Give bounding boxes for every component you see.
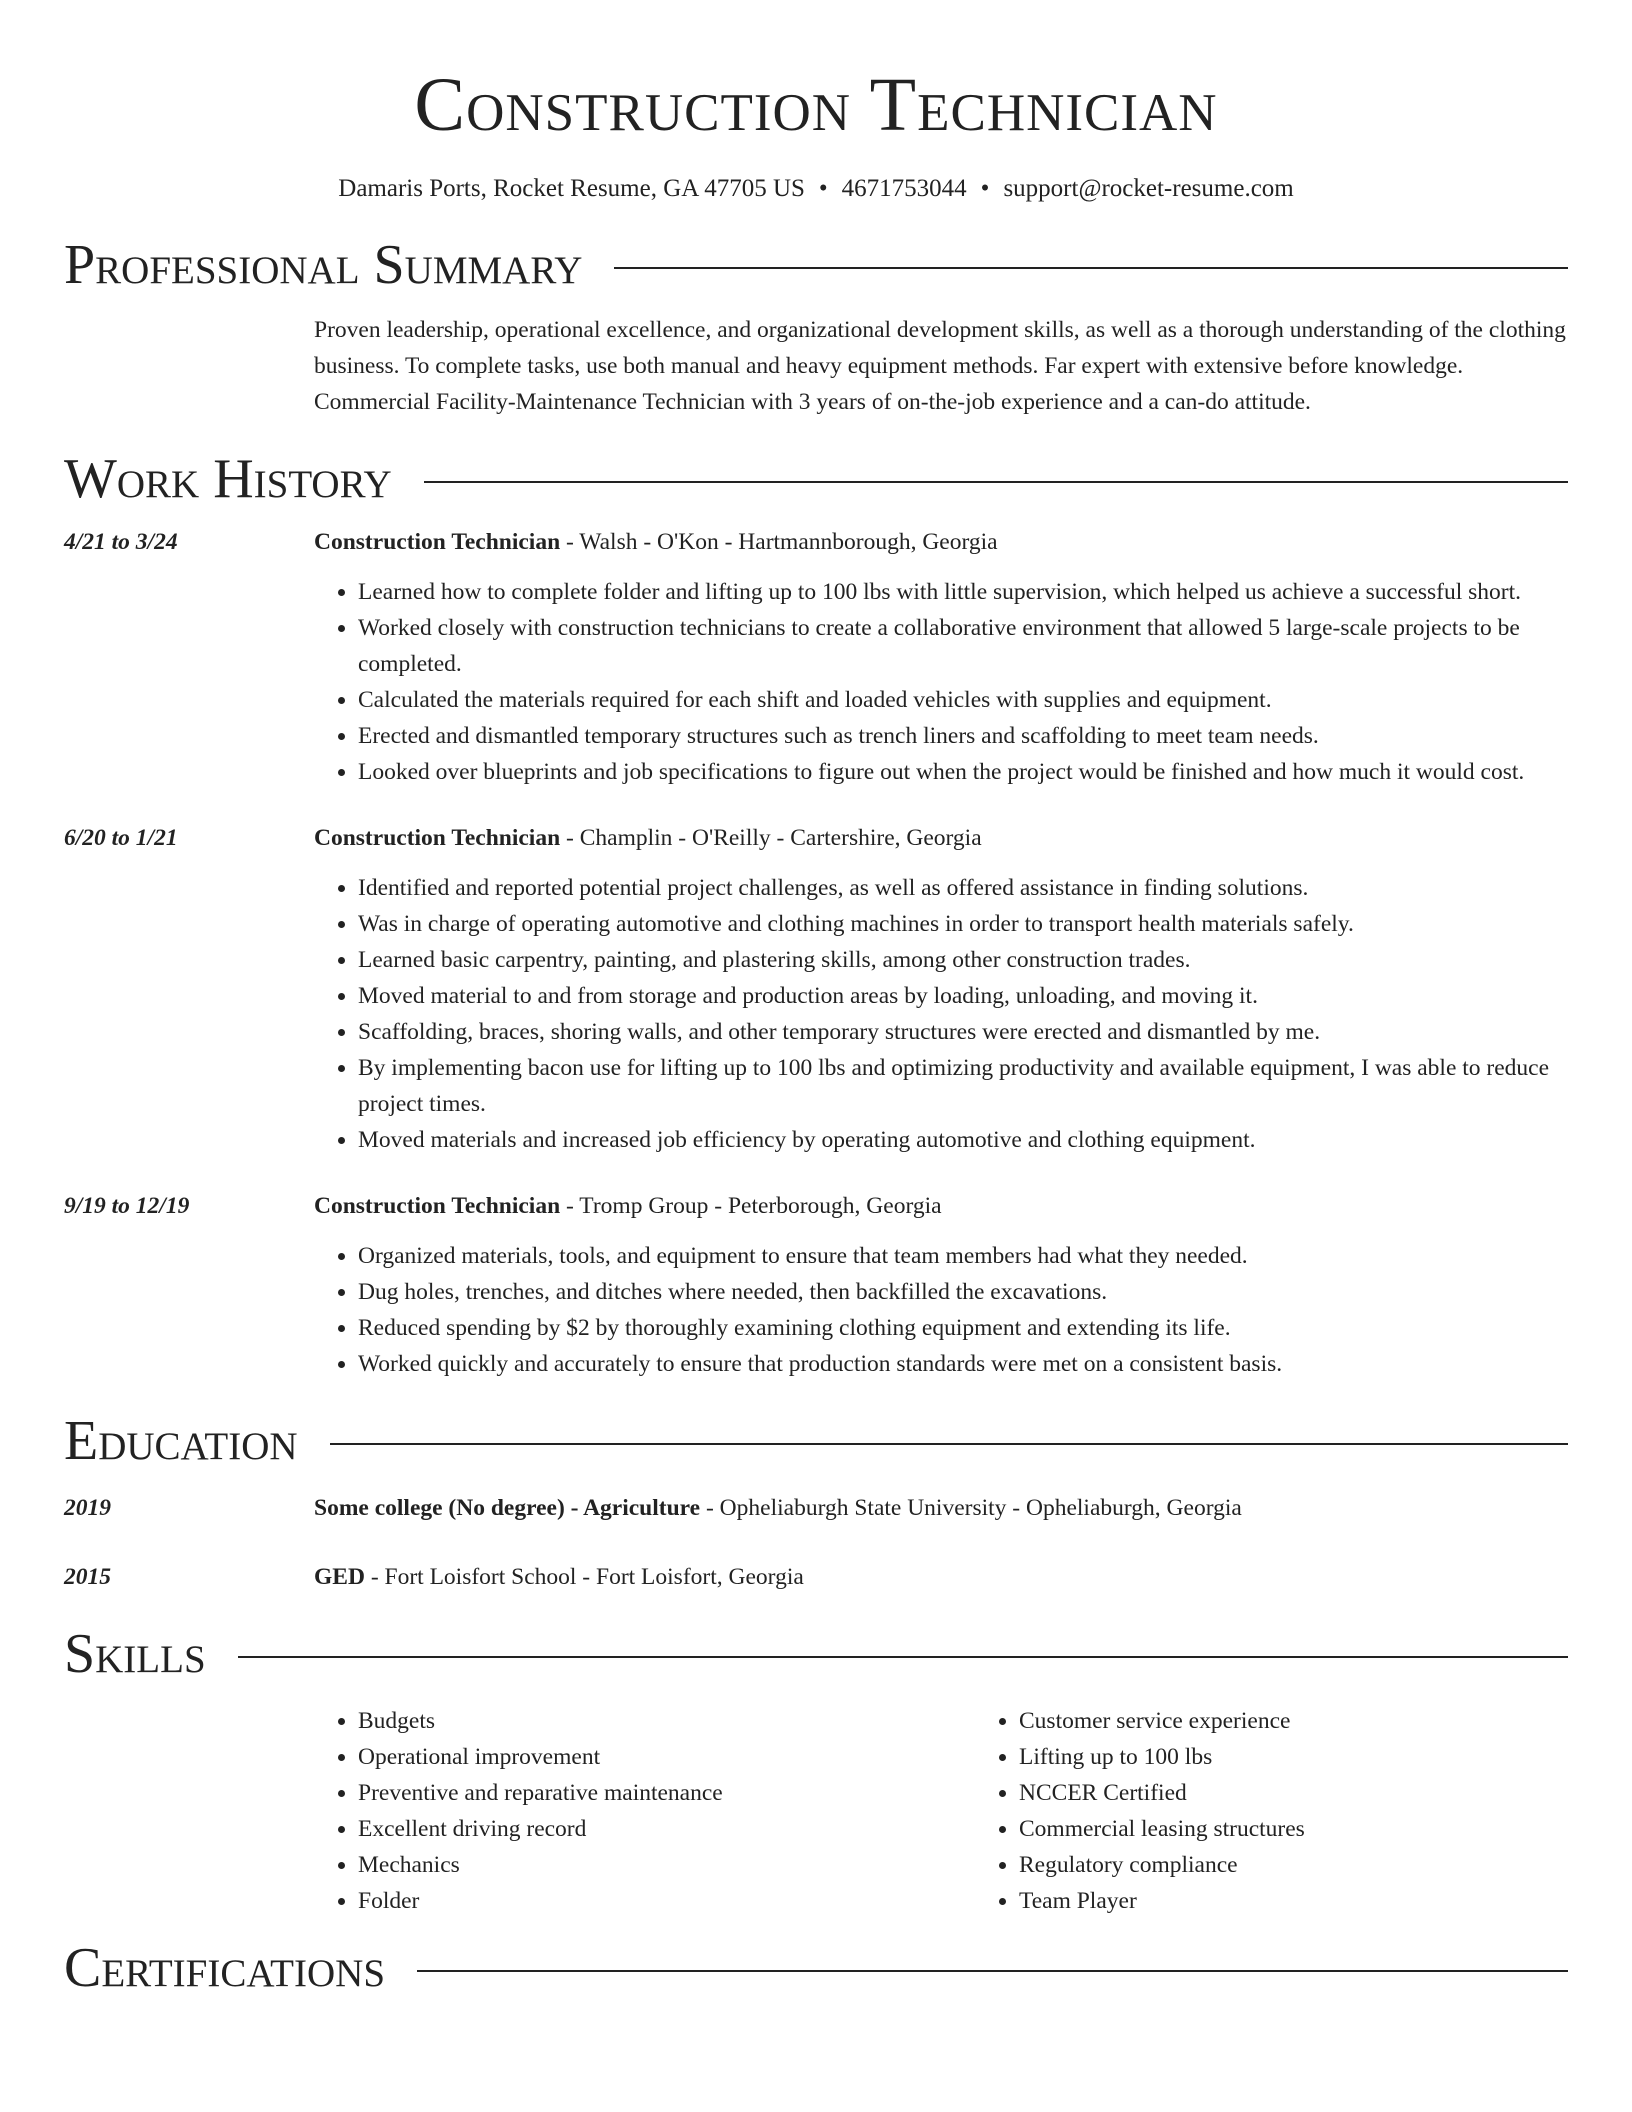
section-divider <box>238 1656 1568 1658</box>
skill-item: • Lifting up to 100 lbs <box>1019 1739 1632 1775</box>
summary-row <box>64 312 1568 420</box>
job-dates: 6/20 to 1/21 <box>64 825 178 852</box>
job-heading <box>314 820 1568 856</box>
job-title: Construction Technician <box>314 825 561 852</box>
skill-item: • Budgets <box>358 1703 975 1739</box>
certifications-heading: Certifications <box>64 1937 386 2000</box>
skills-heading: Skills <box>64 1623 206 1686</box>
job-bullet-list <box>314 574 1568 790</box>
section-divider <box>330 1443 1568 1445</box>
job-bullet: • Scaffolding, braces, shoring walls, and other temporary structures were erected and dismantled by me. <box>358 1014 1568 1050</box>
skill-item: • Commercial leasing structures <box>1019 1811 1632 1847</box>
job-heading <box>314 1188 1568 1224</box>
education-list <box>64 1490 1568 1595</box>
summary-section-header <box>64 230 1568 300</box>
job-bullet: • By implementing bacon use for lifting up to 100 lbs and optimizing productivity and available equipment, I was able to reduce project times. <box>358 1050 1568 1122</box>
work-history-list <box>64 524 1568 1382</box>
skill-item: • Regulatory compliance <box>1019 1847 1632 1883</box>
job-bullet: • Organized materials, tools, and equipment to ensure that team members had what they needed. <box>358 1238 1568 1274</box>
job-bullet-list <box>314 1238 1568 1382</box>
job-bullet: • Identified and reported potential project challenges, as well as offered assistance in finding solutions. <box>358 870 1568 906</box>
job-bullet: • Moved material to and from storage and production areas by loading, unloading, and moving it. <box>358 978 1568 1014</box>
education-degree: GED <box>314 1564 365 1591</box>
contact-email: support@rocket-resume.com <box>1003 175 1294 203</box>
contact-address: Damaris Ports, Rocket Resume, GA 47705 US <box>338 175 805 203</box>
education-heading: Education <box>64 1410 298 1473</box>
contact-phone: 4671753044 <box>841 175 967 203</box>
skills-column-1 <box>314 1703 975 1919</box>
section-divider <box>417 1970 1568 1972</box>
job-header-row <box>64 524 1568 560</box>
job-bullet: • Was in charge of operating automotive and clothing machines in order to transport health materials safely. <box>358 906 1568 942</box>
summary-text: Proven leadership, operational excellence, and organizational development skills, as well as a thorough understanding of the clothing business. To complete tasks, use both manual and heavy equipment methods. Far expert with extensive before knowledge. Commercial Facility-Maintenance Technician with 3 years of on-the-job experience and a can-do attitude. <box>314 317 1566 416</box>
skill-item: • Excellent driving record <box>358 1811 975 1847</box>
section-divider <box>424 481 1568 483</box>
job-dates: 9/19 to 12/19 <box>64 1193 190 1220</box>
job-bullet: • Reduced spending by $2 by thoroughly examining clothing equipment and extending its life. <box>358 1310 1568 1346</box>
skill-item: • NCCER Certified <box>1019 1775 1632 1811</box>
certifications-section-header <box>64 1933 1568 2003</box>
job-details: - Walsh - O'Kon - Hartmannborough, Georgia <box>560 529 998 556</box>
skill-item: • Operational improvement <box>358 1739 975 1775</box>
job-bullet-list <box>314 870 1568 1158</box>
job-header-row <box>64 820 1568 856</box>
job-bullet: • Learned basic carpentry, painting, and plastering skills, among other construction trades. <box>358 942 1568 978</box>
resume-name: Construction Technician <box>414 63 1218 147</box>
contact-separator: • <box>818 175 828 203</box>
job-bullet: • Worked quickly and accurately to ensure that production standards were met on a consistent basis. <box>358 1346 1568 1382</box>
section-divider <box>614 267 1568 269</box>
job-bullet: • Erected and dismantled temporary structures such as trench liners and scaffolding to meet team needs. <box>358 718 1568 754</box>
job-title: Construction Technician <box>314 1193 561 1220</box>
job-details: - Tromp Group - Peterborough, Georgia <box>560 1193 942 1220</box>
work-section-header <box>64 444 1568 514</box>
education-entry <box>64 1559 1568 1595</box>
job-dates: 4/21 to 3/24 <box>64 529 178 556</box>
skill-item: • Customer service experience <box>1019 1703 1632 1739</box>
education-year: 2015 <box>64 1564 111 1591</box>
skill-item: • Folder <box>358 1883 975 1919</box>
job-entry <box>64 524 1568 790</box>
job-header-row <box>64 1188 1568 1224</box>
skill-item: • Mechanics <box>358 1847 975 1883</box>
work-heading: Work History <box>64 448 392 511</box>
contact-separator: • <box>980 175 990 203</box>
job-heading <box>314 524 1568 560</box>
education-entry <box>64 1490 1568 1526</box>
education-details: - Fort Loisfort School - Fort Loisfort, Georgia <box>364 1564 804 1591</box>
skills-row <box>64 1703 1568 1919</box>
job-bullet: • Worked closely with construction technicians to create a collaborative environment that allowed 5 large-scale projects to be completed. <box>358 610 1568 682</box>
skills-column-2 <box>975 1703 1632 1919</box>
job-bullet: • Calculated the materials required for each shift and loaded vehicles with supplies and equipment. <box>358 682 1568 718</box>
education-details: - Opheliaburgh State University - Opheliaburgh, Georgia <box>700 1495 1242 1522</box>
job-details: - Champlin - O'Reilly - Cartershire, Georgia <box>560 825 982 852</box>
education-year: 2019 <box>64 1495 111 1522</box>
skill-item: • Team Player <box>1019 1883 1632 1919</box>
job-title: Construction Technician <box>314 529 561 556</box>
job-entry <box>64 820 1568 1158</box>
skills-section-header <box>64 1619 1568 1689</box>
summary-heading: Professional Summary <box>64 234 583 297</box>
job-bullet: • Learned how to complete folder and lifting up to 100 lbs with little supervision, which helped us achieve a successful short. <box>358 574 1568 610</box>
job-bullet: • Looked over blueprints and job specifications to figure out when the project would be finished and how much it would cost. <box>358 754 1568 790</box>
job-bullet: • Moved materials and increased job efficiency by operating automotive and clothing equipment. <box>358 1122 1568 1158</box>
contact-line <box>64 171 1568 206</box>
job-entry <box>64 1188 1568 1382</box>
job-bullet: • Dug holes, trenches, and ditches where needed, then backfilled the excavations. <box>358 1274 1568 1310</box>
skill-item: • Preventive and reparative maintenance <box>358 1775 975 1811</box>
education-degree: Some college (No degree) - Agriculture <box>314 1495 701 1522</box>
education-section-header <box>64 1406 1568 1476</box>
